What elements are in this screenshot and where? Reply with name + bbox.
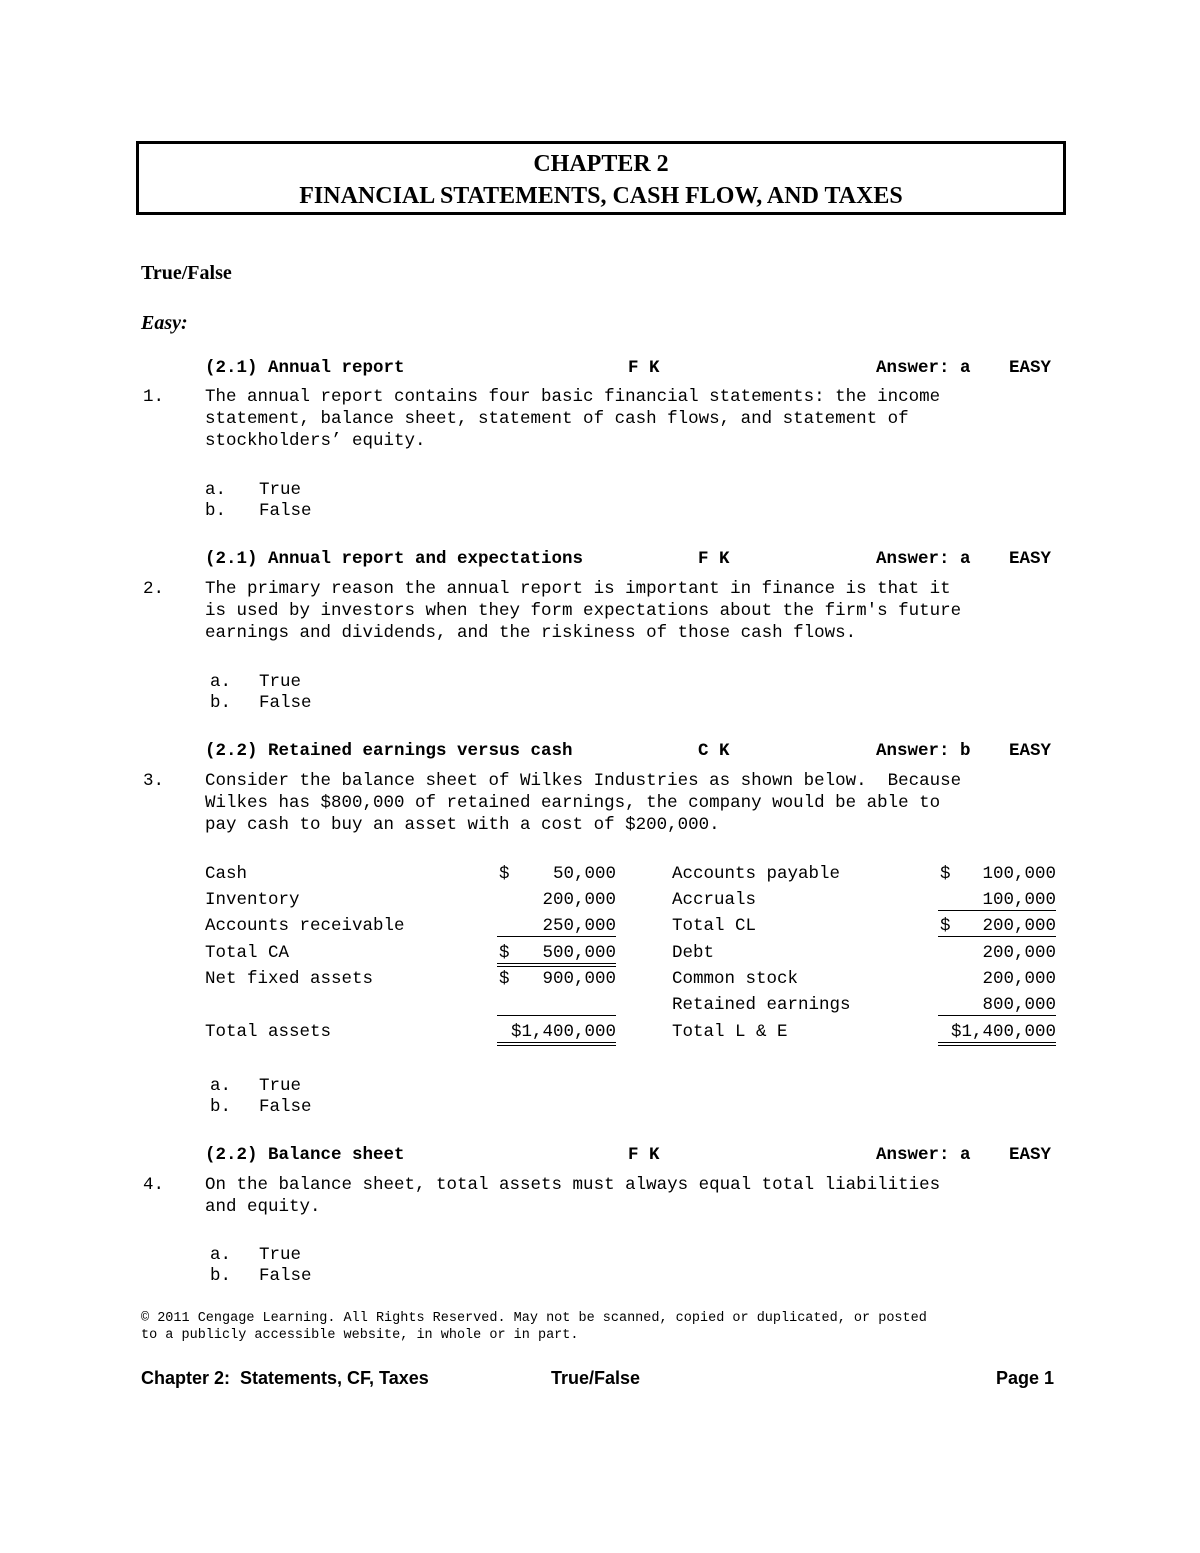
bs-label: Retained earnings [672,995,851,1015]
question-answer: Answer: a [876,1145,971,1165]
bs-value: 800,000 [938,995,1056,1016]
bs-label: Accounts receivable [205,916,405,936]
question-text-line: Consider the balance sheet of Wilkes Industries as shown below. Because [205,771,962,791]
bs-label: Common stock [672,969,799,989]
bs-value: 100,000 [982,864,1056,884]
bs-value: 500,000 [497,943,616,967]
option-letter: b. [210,1266,232,1286]
chapter-title: FINANCIAL STATEMENTS, CASH FLOW, AND TAXES [299,183,903,209]
question-answer: Answer: b [876,741,971,761]
option-text: True [259,1076,302,1096]
option-text: False [259,693,312,713]
bs-value: 250,000 [497,916,616,937]
bs-value: $1,400,000 [938,1022,1056,1046]
question-topic: (2.2) Balance sheet [205,1145,405,1165]
bs-value: 200,000 [982,969,1056,989]
question-number: 2. [143,579,165,599]
question-text-line: and equity. [205,1197,321,1217]
option-letter: a. [205,480,227,500]
bs-label: Accounts payable [672,864,841,884]
chapter-title-box [136,141,1066,215]
option-letter: b. [210,1097,232,1117]
bs-dollar: $ [499,969,510,989]
bs-label: Accruals [672,890,757,910]
bs-label: Total CL [672,916,757,936]
option-letter: a. [210,1076,232,1096]
question-number: 4. [143,1175,165,1195]
footer-page-number: Page 1 [996,1368,1055,1388]
question-code: F K [628,358,660,378]
bs-dollar: $ [940,864,951,884]
subsection-heading: Easy: [141,312,188,334]
section-heading: True/False [141,262,232,284]
question-level: EASY [1009,358,1052,378]
question-code: C K [698,741,730,761]
copyright-line: © 2011 Cengage Learning. All Rights Reserved. May not be scanned, copied or duplicated, or posted [141,1311,927,1326]
bs-rule [497,1015,616,1016]
option-text: False [259,1097,312,1117]
question-number: 3. [143,771,165,791]
bs-value: 900,000 [542,969,616,989]
question-topic: (2.1) Annual report and expectations [205,549,584,569]
question-code: F K [628,1145,660,1165]
option-letter: b. [205,501,227,521]
footer-chapter: Chapter 2: Statements, CF, Taxes [141,1368,429,1388]
question-text-line: statement, balance sheet, statement of cash flows, and statement of [205,409,909,429]
bs-label: Inventory [205,890,300,910]
chapter-number: CHAPTER 2 [533,151,669,177]
footer-section: True/False [551,1368,641,1388]
option-letter: a. [210,672,232,692]
question-text-line: The annual report contains four basic financial statements: the income [205,387,941,407]
question-level: EASY [1009,549,1052,569]
bs-value: 50,000 [552,864,616,884]
option-text: True [259,672,302,692]
question-text-line: is used by investors when they form expectations about the firm's future [205,601,962,621]
question-level: EASY [1009,741,1052,761]
bs-dollar: $ [940,916,951,936]
copyright-line: to a publicly accessible website, in whole or in part. [141,1328,579,1343]
bs-dollar: $ [499,943,510,963]
question-text-line: earnings and dividends, and the riskiness of those cash flows. [205,623,857,643]
bs-label: Total CA [205,943,290,963]
bs-label: Total assets [205,1022,332,1042]
option-text: False [259,501,312,521]
question-text-line: Wilkes has $800,000 of retained earnings, the company would be able to [205,793,941,813]
option-text: True [259,480,302,500]
question-answer: Answer: a [876,358,971,378]
bs-value: 200,000 [982,943,1056,963]
question-text-line: pay cash to buy an asset with a cost of $200,000. [205,815,720,835]
bs-value: 200,000 [938,916,1056,937]
option-text: True [259,1245,302,1265]
question-code: F K [698,549,730,569]
bs-label: Net fixed assets [205,969,374,989]
bs-value: 200,000 [542,890,616,910]
bs-label: Cash [205,864,248,884]
question-number: 1. [143,387,165,407]
bs-label: Debt [672,943,715,963]
option-letter: a. [210,1245,232,1265]
question-text-line: stockholders’ equity. [205,431,426,451]
question-topic: (2.2) Retained earnings versus cash [205,741,573,761]
question-topic: (2.1) Annual report [205,358,405,378]
bs-dollar: $ [499,864,510,884]
question-text-line: On the balance sheet, total assets must always equal total liabilities [205,1175,941,1195]
bs-value: 100,000 [938,890,1056,911]
question-level: EASY [1009,1145,1052,1165]
question-text-line: The primary reason the annual report is important in finance is that it [205,579,951,599]
option-text: False [259,1266,312,1286]
option-letter: b. [210,693,232,713]
bs-value: $1,400,000 [497,1022,616,1046]
question-answer: Answer: a [876,549,971,569]
bs-label: Total L & E [672,1022,788,1042]
